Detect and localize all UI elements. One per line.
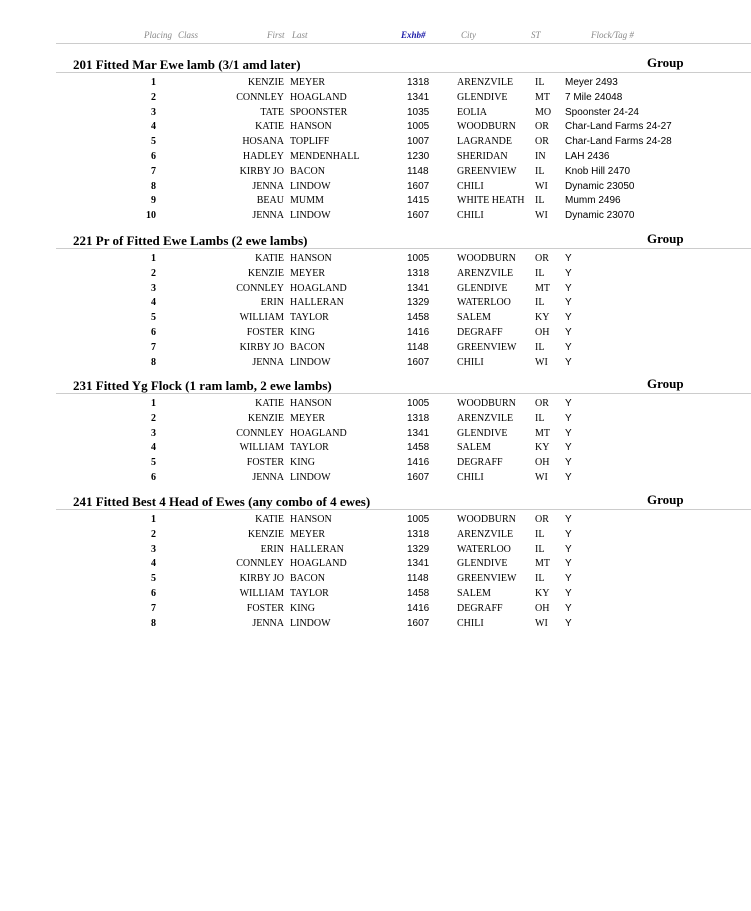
exhibitor-number: 1005 bbox=[407, 253, 430, 264]
result-row bbox=[0, 107, 751, 121]
exhibitor-number: 1329 bbox=[407, 543, 430, 555]
first-name: KENZIE bbox=[247, 267, 284, 279]
state: IL bbox=[535, 528, 545, 540]
city: DEGRAFF bbox=[457, 327, 503, 338]
result-row bbox=[0, 588, 751, 602]
first-name: KENZIE bbox=[247, 77, 284, 88]
city: GLENDIVE bbox=[457, 558, 508, 570]
exhibitor-number: 1341 bbox=[407, 91, 430, 103]
flock-tag: Char-Land Farms 24-28 bbox=[565, 136, 672, 148]
exhibitor-number: 1416 bbox=[407, 457, 430, 469]
last-name: SPOONSTER bbox=[290, 106, 348, 118]
state: MT bbox=[535, 558, 550, 570]
city: DEGRAFF bbox=[457, 457, 503, 469]
result-row bbox=[0, 92, 751, 106]
flock-tag: Y bbox=[565, 267, 572, 279]
state: KY bbox=[535, 588, 550, 599]
first-name: BEAU bbox=[256, 195, 284, 207]
state: OR bbox=[535, 253, 549, 264]
state: OR bbox=[535, 121, 549, 133]
exhibitor-number: 1005 bbox=[407, 514, 430, 525]
result-row bbox=[0, 210, 751, 224]
exhibitor-number: 1341 bbox=[407, 427, 430, 439]
placing: 5 bbox=[151, 573, 156, 585]
flock-tag: Y bbox=[565, 253, 572, 264]
first-name: KENZIE bbox=[247, 412, 284, 424]
first-name: CONNLEY bbox=[236, 282, 284, 294]
first-name: TATE bbox=[260, 106, 284, 118]
last-name: HANSON bbox=[290, 514, 332, 525]
placing: 1 bbox=[151, 398, 156, 409]
flock-tag: Knob Hill 2470 bbox=[565, 165, 631, 177]
first-name: ERIN bbox=[260, 297, 284, 309]
placing: 6 bbox=[151, 151, 156, 162]
first-name: CONNLEY bbox=[236, 558, 284, 570]
last-name: LINDOW bbox=[290, 180, 331, 192]
exhibitor-number: 1230 bbox=[407, 151, 430, 162]
header-placing: Placing bbox=[144, 30, 172, 40]
exhibitor-number: 1607 bbox=[407, 356, 430, 368]
last-name: KING bbox=[290, 327, 315, 338]
last-name: MEYER bbox=[290, 267, 325, 279]
state: OH bbox=[535, 602, 550, 614]
placing: 5 bbox=[151, 136, 156, 148]
result-row bbox=[0, 136, 751, 150]
city: SALEM bbox=[457, 588, 491, 599]
last-name: MEYER bbox=[290, 77, 325, 88]
class-title: 241 Fitted Best 4 Head of Ewes (any combo of 4 ewes) bbox=[73, 494, 371, 509]
city: ARENZVILE bbox=[457, 267, 514, 279]
result-row bbox=[0, 151, 751, 165]
exhibitor-number: 1458 bbox=[407, 312, 430, 324]
flock-tag: Y bbox=[565, 602, 572, 614]
state: IL bbox=[535, 543, 545, 555]
flock-tag: Y bbox=[565, 588, 572, 599]
first-name: KATIE bbox=[255, 514, 284, 525]
group-label: Group bbox=[647, 376, 684, 391]
state: MT bbox=[535, 282, 550, 294]
first-name: FOSTER bbox=[246, 327, 284, 338]
result-row bbox=[0, 603, 751, 617]
placing: 1 bbox=[151, 77, 156, 88]
placing: 9 bbox=[151, 195, 156, 207]
placing: 1 bbox=[151, 514, 156, 525]
state: WI bbox=[535, 472, 548, 483]
placing: 7 bbox=[151, 165, 156, 177]
flock-tag: Y bbox=[565, 398, 572, 409]
last-name: HANSON bbox=[290, 253, 332, 264]
last-name: HANSON bbox=[290, 121, 332, 133]
state: OR bbox=[535, 514, 549, 525]
first-name: JENNA bbox=[252, 180, 284, 192]
exhibitor-number: 1416 bbox=[407, 327, 430, 338]
first-name: JENNA bbox=[252, 356, 284, 368]
state: MT bbox=[535, 427, 550, 439]
state: IL bbox=[535, 341, 545, 353]
city: SALEM bbox=[457, 442, 491, 454]
exhibitor-number: 1341 bbox=[407, 282, 430, 294]
state: OH bbox=[535, 457, 550, 469]
exhibitor-number: 1318 bbox=[407, 77, 430, 88]
city: WATERLOO bbox=[457, 543, 511, 555]
exhibitor-number: 1318 bbox=[407, 528, 430, 540]
flock-tag: Y bbox=[565, 427, 572, 439]
result-row bbox=[0, 297, 751, 311]
result-row bbox=[0, 413, 751, 427]
last-name: KING bbox=[290, 457, 315, 469]
last-name: LINDOW bbox=[290, 210, 331, 222]
flock-tag: Spoonster 24-24 bbox=[565, 106, 639, 118]
result-row bbox=[0, 312, 751, 326]
state: OR bbox=[535, 136, 549, 148]
header-divider bbox=[56, 43, 751, 44]
first-name: FOSTER bbox=[246, 602, 284, 614]
group-label: Group bbox=[647, 231, 684, 246]
placing: 4 bbox=[151, 558, 156, 570]
city: GLENDIVE bbox=[457, 282, 508, 294]
first-name: CONNLEY bbox=[236, 91, 284, 103]
last-name: KING bbox=[290, 602, 315, 614]
city: ARENZVILE bbox=[457, 528, 514, 540]
city: CHILI bbox=[457, 472, 484, 483]
state: MO bbox=[535, 106, 552, 118]
city: WOODBURN bbox=[457, 121, 516, 133]
city: CHILI bbox=[457, 210, 484, 222]
exhibitor-number: 1329 bbox=[407, 297, 430, 309]
last-name: HOAGLAND bbox=[290, 558, 347, 570]
state: WI bbox=[535, 180, 548, 192]
exhibitor-number: 1458 bbox=[407, 588, 430, 599]
city: ARENZVILE bbox=[457, 77, 514, 88]
city: GLENDIVE bbox=[457, 91, 508, 103]
last-name: HALLERAN bbox=[290, 543, 344, 555]
result-row bbox=[0, 398, 751, 412]
exhibitor-number: 1318 bbox=[407, 412, 430, 424]
last-name: BACON bbox=[290, 341, 326, 353]
state: IL bbox=[535, 573, 545, 585]
exhibitor-number: 1607 bbox=[407, 210, 430, 222]
flock-tag: Y bbox=[565, 282, 572, 294]
state: WI bbox=[535, 210, 548, 222]
exhibitor-number: 1416 bbox=[407, 602, 430, 614]
flock-tag: Y bbox=[565, 558, 572, 570]
state: IL bbox=[535, 267, 545, 279]
exhibitor-number: 1035 bbox=[407, 106, 430, 118]
placing: 2 bbox=[151, 267, 156, 279]
result-row bbox=[0, 181, 751, 195]
exhibitor-number: 1148 bbox=[407, 341, 429, 353]
flock-tag: Y bbox=[565, 573, 572, 585]
city: GREENVIEW bbox=[457, 341, 517, 353]
header-first: First bbox=[267, 30, 285, 40]
placing: 1 bbox=[151, 253, 156, 264]
class-title: 231 Fitted Yg Flock (1 ram lamb, 2 ewe lambs) bbox=[73, 378, 332, 393]
section-divider bbox=[56, 509, 751, 510]
flock-tag: Dynamic 23050 bbox=[565, 180, 635, 192]
placing: 4 bbox=[151, 121, 156, 133]
group-label: Group bbox=[647, 55, 684, 70]
result-row bbox=[0, 457, 751, 471]
flock-tag: Y bbox=[565, 412, 572, 424]
last-name: LINDOW bbox=[290, 617, 331, 629]
result-row bbox=[0, 77, 751, 91]
flock-tag: Y bbox=[565, 341, 572, 353]
first-name: KIRBY JO bbox=[239, 573, 284, 585]
city: CHILI bbox=[457, 180, 484, 192]
header-class: Class bbox=[178, 30, 199, 40]
result-row bbox=[0, 283, 751, 297]
flock-tag: Y bbox=[565, 528, 572, 540]
last-name: TOPLIFF bbox=[290, 136, 330, 148]
flock-tag: Mumm 2496 bbox=[565, 195, 621, 207]
placing: 7 bbox=[151, 341, 156, 353]
state: WI bbox=[535, 356, 548, 368]
last-name: HOAGLAND bbox=[290, 427, 347, 439]
first-name: WILLIAM bbox=[239, 588, 284, 599]
city: WOODBURN bbox=[457, 514, 516, 525]
placing: 8 bbox=[151, 180, 156, 192]
first-name: ERIN bbox=[260, 543, 284, 555]
group-label: Group bbox=[647, 492, 684, 507]
last-name: HOAGLAND bbox=[290, 282, 347, 294]
state: OR bbox=[535, 398, 549, 409]
city: LAGRANDE bbox=[457, 136, 512, 148]
result-row bbox=[0, 327, 751, 341]
first-name: KATIE bbox=[255, 253, 284, 264]
placing: 7 bbox=[151, 602, 156, 614]
last-name: HALLERAN bbox=[290, 297, 344, 309]
exhibitor-number: 1007 bbox=[407, 136, 430, 148]
state: IL bbox=[535, 412, 545, 424]
city: CHILI bbox=[457, 356, 484, 368]
state: MT bbox=[535, 91, 550, 103]
last-name: MUMM bbox=[290, 195, 324, 207]
placing: 5 bbox=[151, 457, 156, 469]
last-name: HOAGLAND bbox=[290, 91, 347, 103]
city: GREENVIEW bbox=[457, 165, 517, 177]
class-title: 221 Pr of Fitted Ewe Lambs (2 ewe lambs) bbox=[73, 233, 308, 248]
result-row bbox=[0, 442, 751, 456]
flock-tag: LAH 2436 bbox=[565, 151, 610, 162]
flock-tag: Meyer 2493 bbox=[565, 77, 618, 88]
state: IL bbox=[535, 77, 545, 88]
state: KY bbox=[535, 312, 550, 324]
result-row bbox=[0, 268, 751, 282]
class-title: 201 Fitted Mar Ewe lamb (3/1 amd later) bbox=[73, 57, 301, 72]
placing: 10 bbox=[146, 210, 156, 222]
first-name: WILLIAM bbox=[239, 442, 284, 454]
last-name: LINDOW bbox=[290, 356, 331, 368]
result-row bbox=[0, 428, 751, 442]
exhibitor-number: 1005 bbox=[407, 121, 430, 133]
city: SHERIDAN bbox=[457, 151, 508, 162]
flock-tag: 7 Mile 24048 bbox=[565, 91, 623, 103]
result-row bbox=[0, 573, 751, 587]
placing: 8 bbox=[151, 356, 156, 368]
city: GREENVIEW bbox=[457, 573, 517, 585]
placing: 8 bbox=[151, 617, 156, 629]
state: OH bbox=[535, 327, 550, 338]
city: WOODBURN bbox=[457, 398, 516, 409]
first-name: KENZIE bbox=[247, 528, 284, 540]
flock-tag: Y bbox=[565, 356, 572, 368]
exhibitor-number: 1341 bbox=[407, 558, 430, 570]
result-row bbox=[0, 253, 751, 267]
placing: 2 bbox=[151, 528, 156, 540]
city: CHILI bbox=[457, 617, 484, 629]
placing: 6 bbox=[151, 472, 156, 483]
header-last: Last bbox=[292, 30, 308, 40]
last-name: TAYLOR bbox=[290, 442, 329, 454]
result-row bbox=[0, 342, 751, 356]
state: KY bbox=[535, 442, 550, 454]
placing: 2 bbox=[151, 91, 156, 103]
flock-tag: Y bbox=[565, 297, 572, 309]
flock-tag: Y bbox=[565, 472, 572, 483]
first-name: CONNLEY bbox=[236, 427, 284, 439]
result-row bbox=[0, 472, 751, 486]
first-name: KIRBY JO bbox=[239, 341, 284, 353]
placing: 4 bbox=[151, 297, 156, 309]
flock-tag: Char-Land Farms 24-27 bbox=[565, 121, 672, 133]
exhibitor-number: 1607 bbox=[407, 472, 430, 483]
result-row bbox=[0, 529, 751, 543]
last-name: MENDENHALL bbox=[290, 151, 360, 162]
last-name: HANSON bbox=[290, 398, 332, 409]
flock-tag: Y bbox=[565, 543, 572, 555]
section-divider bbox=[56, 72, 751, 73]
exhibitor-number: 1607 bbox=[407, 617, 430, 629]
flock-tag: Y bbox=[565, 617, 572, 629]
flock-tag: Y bbox=[565, 312, 572, 324]
exhibitor-number: 1607 bbox=[407, 180, 430, 192]
city: WHITE HEATH bbox=[457, 195, 525, 207]
first-name: JENNA bbox=[252, 472, 284, 483]
flock-tag: Y bbox=[565, 327, 572, 338]
placing: 6 bbox=[151, 327, 156, 338]
flock-tag: Y bbox=[565, 457, 572, 469]
placing: 5 bbox=[151, 312, 156, 324]
last-name: TAYLOR bbox=[290, 312, 329, 324]
state: IN bbox=[535, 151, 546, 162]
city: GLENDIVE bbox=[457, 427, 508, 439]
state: IL bbox=[535, 195, 545, 207]
last-name: LINDOW bbox=[290, 472, 331, 483]
state: WI bbox=[535, 617, 548, 629]
result-row bbox=[0, 618, 751, 632]
header-flock: Flock/Tag # bbox=[591, 30, 634, 40]
first-name: KIRBY JO bbox=[239, 165, 284, 177]
first-name: WILLIAM bbox=[239, 312, 284, 324]
city: EOLIA bbox=[457, 106, 487, 118]
flock-tag: Y bbox=[565, 442, 572, 454]
flock-tag: Y bbox=[565, 514, 572, 525]
city: WATERLOO bbox=[457, 297, 511, 309]
placing: 3 bbox=[151, 543, 156, 555]
placing: 2 bbox=[151, 412, 156, 424]
section-divider bbox=[56, 248, 751, 249]
city: WOODBURN bbox=[457, 253, 516, 264]
result-row bbox=[0, 195, 751, 209]
exhibitor-number: 1148 bbox=[407, 573, 429, 585]
placing: 3 bbox=[151, 427, 156, 439]
city: DEGRAFF bbox=[457, 602, 503, 614]
last-name: BACON bbox=[290, 573, 326, 585]
result-row bbox=[0, 544, 751, 558]
last-name: MEYER bbox=[290, 412, 325, 424]
first-name: JENNA bbox=[252, 617, 284, 629]
header-city: City bbox=[461, 30, 476, 40]
placing: 4 bbox=[151, 442, 156, 454]
result-row bbox=[0, 514, 751, 528]
first-name: HOSANA bbox=[242, 136, 284, 148]
exhibitor-number: 1148 bbox=[407, 165, 429, 177]
last-name: BACON bbox=[290, 165, 326, 177]
header-exhb: Exhb# bbox=[401, 30, 426, 40]
header-st: ST bbox=[531, 30, 541, 40]
city: ARENZVILE bbox=[457, 412, 514, 424]
placing: 3 bbox=[151, 282, 156, 294]
placing: 6 bbox=[151, 588, 156, 599]
city: SALEM bbox=[457, 312, 491, 324]
state: IL bbox=[535, 297, 545, 309]
column-header bbox=[0, 30, 751, 42]
exhibitor-number: 1458 bbox=[407, 442, 430, 454]
first-name: JENNA bbox=[252, 210, 284, 222]
result-row bbox=[0, 121, 751, 135]
result-row bbox=[0, 166, 751, 180]
first-name: KATIE bbox=[255, 121, 284, 133]
section-divider bbox=[56, 393, 751, 394]
state: IL bbox=[535, 165, 545, 177]
flock-tag: Dynamic 23070 bbox=[565, 210, 635, 222]
last-name: MEYER bbox=[290, 528, 325, 540]
result-row bbox=[0, 558, 751, 572]
first-name: KATIE bbox=[255, 398, 284, 409]
result-row bbox=[0, 357, 751, 371]
last-name: TAYLOR bbox=[290, 588, 329, 599]
first-name: FOSTER bbox=[246, 457, 284, 469]
exhibitor-number: 1005 bbox=[407, 398, 430, 409]
exhibitor-number: 1415 bbox=[407, 195, 430, 207]
first-name: HADLEY bbox=[242, 151, 284, 162]
placing: 3 bbox=[151, 106, 156, 118]
exhibitor-number: 1318 bbox=[407, 267, 430, 279]
